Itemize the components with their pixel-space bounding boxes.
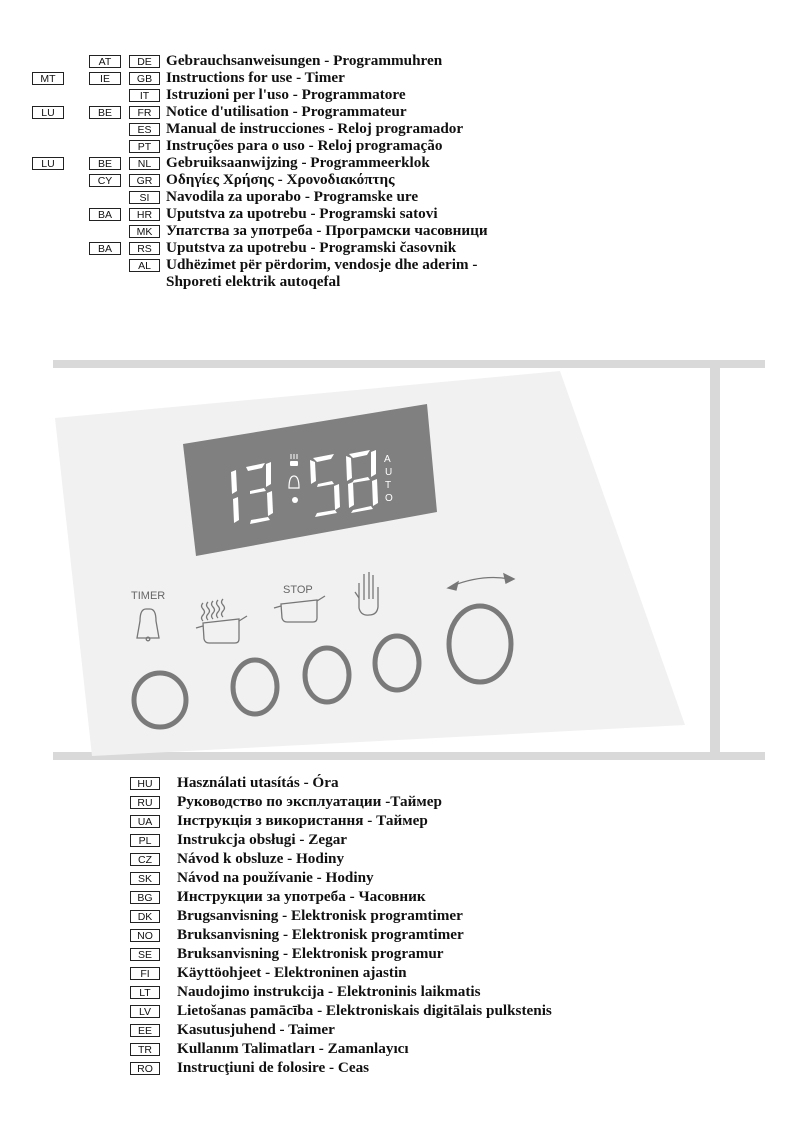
country-badge: RS [129,242,160,255]
svg-text:O: O [385,493,393,504]
language-row [0,928,802,945]
country-badge: MK [129,225,160,238]
language-title: Kasutusjuhend - Taimer [177,1021,335,1038]
timer-label: TIMER [131,590,166,602]
country-badge: SE [130,948,160,961]
language-title: Bruksanvisning - Elektronisk programtimer [177,926,464,943]
language-title: Notice d'utilisation - Programmateur [166,103,407,120]
country-badge: UA [130,815,160,828]
language-title: Instrucţiuni de folosire - Ceas [177,1059,370,1076]
country-badge: LU [32,106,64,119]
svg-text:T: T [385,480,392,491]
country-badge: CY [89,174,121,187]
panel-drawing [0,360,802,760]
language-row [0,966,802,983]
language-title: Shporeti elektrik autoqefal [166,273,341,290]
language-title: Udhëzimet për përdorim, vendosje dhe aderim - [166,256,478,273]
language-row [0,1023,802,1040]
country-badge: DE [129,55,160,68]
language-title: Manual de instrucciones - Reloj programador [166,120,464,137]
country-badge: LV [130,1005,160,1018]
country-badge: HR [129,208,160,221]
country-badge: BA [89,242,121,255]
country-badge: AT [89,55,121,68]
language-row [0,985,802,1002]
svg-text:U: U [385,467,393,478]
country-badge: CZ [130,853,160,866]
country-badge: SI [129,191,160,204]
country-badge: GR [129,174,160,187]
country-badge: EE [130,1024,160,1037]
language-title: Instruções para o uso - Reloj programação [166,137,443,154]
country-badge: NL [129,157,160,170]
language-row [0,1061,802,1078]
language-row [0,776,802,793]
language-title: Руководство по эксплуатации -Таймер [177,793,442,810]
language-title: Bruksanvisning - Elektronisk programur [177,945,444,962]
country-badge: HU [130,777,160,790]
country-badge: PT [129,140,160,153]
timer-panel-illustration [0,360,802,760]
language-title: Naudojimo instrukcija - Elektroninis laikmatis [177,983,481,1000]
language-row [0,871,802,888]
country-badge: PL [130,834,160,847]
country-badge: BE [89,157,121,170]
language-title: Brugsanvisning - Elektronisk programtimer [177,907,463,924]
language-title: Használati utasítás - Óra [177,774,339,791]
stop-label: STOP [283,584,313,596]
language-row [0,852,802,869]
language-title: Uputstva za upotrebu - Programski satovi [166,205,438,222]
language-title: Návod na používanie - Hodiny [177,869,374,886]
country-badge: LT [130,986,160,999]
language-row [0,890,802,907]
language-row [0,1004,802,1021]
country-badge: TR [130,1043,160,1056]
language-row [0,1042,802,1059]
country-badge: LU [32,157,64,170]
country-badge: IE [89,72,121,85]
country-badge: DK [130,910,160,923]
language-title: Οδηγίες Χρήσης - Χρονοδιακόπτης [166,171,395,188]
language-title: Istruzioni per l'uso - Programmatore [166,86,406,103]
country-badge: BE [89,106,121,119]
language-row [0,814,802,831]
language-title: Käyttöohjeet - Elektroninen ajastin [177,964,407,981]
country-badge: AL [129,259,160,272]
country-badge: BG [130,891,160,904]
language-title: Navodila za uporabo - Programske ure [166,188,419,205]
language-row [0,947,802,964]
country-badge: BA [89,208,121,221]
country-badge: IT [129,89,160,102]
language-row [0,833,802,850]
language-title: Instructions for use - Timer [166,69,345,86]
language-title: Kullanım Talimatları - Zamanlayıcı [177,1040,409,1057]
country-badge: FR [129,106,160,119]
svg-text:A: A [384,454,391,465]
country-badge: RU [130,796,160,809]
language-title: Упатства за употреба - Програмски часовници [166,222,488,239]
language-title: Инструкции за употреба - Часовник [177,888,426,905]
language-title: Lietošanas pamācība - Elektroniskais digitālais pulkstenis [177,1002,552,1019]
language-title: Uputstva za upotrebu - Programski časovnik [166,239,457,256]
country-badge: GB [129,72,160,85]
country-badge: RO [130,1062,160,1075]
country-badge: FI [130,967,160,980]
language-row [0,909,802,926]
language-title: Gebruiksaanwijzing - Programmeerklok [166,154,430,171]
language-title: Instrukcja obsługi - Zegar [177,831,348,848]
country-badge: MT [32,72,64,85]
country-badge: ES [129,123,160,136]
language-title: Інструкція з використання - Таймер [177,812,428,829]
country-badge: NO [130,929,160,942]
language-row [0,795,802,812]
language-title: Návod k obsluze - Hodiny [177,850,345,867]
language-title: Gebrauchsanweisungen - Programmuhren [166,52,443,69]
country-badge: SK [130,872,160,885]
